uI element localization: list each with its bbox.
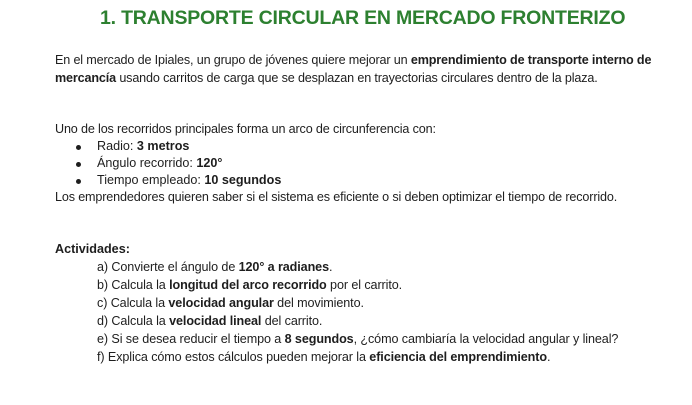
bullet-icon	[76, 145, 81, 150]
activity-text: b) Calcula la	[97, 278, 170, 292]
activity-bold: 8 segundos	[284, 332, 354, 346]
activity-item-c	[97, 294, 657, 312]
activity-text: f) Explica cómo estos cálculos pueden mejorar la	[97, 350, 370, 364]
activity-text: , ¿cómo cambiaría la velocidad angular y lineal?	[353, 332, 619, 346]
list-item	[55, 172, 281, 189]
page-title: 1. TRANSPORTE CIRCULAR EN MERCADO FRONTERIZO	[100, 7, 626, 29]
radius-label: Radio:	[97, 139, 137, 153]
radius-value: 3 metros	[136, 139, 190, 153]
activities-heading: Actividades:	[55, 242, 130, 256]
intro-text-2: usando carritos de carga que se desplazan en trayectorias circulares dentro de la plaza.	[115, 71, 598, 85]
activity-text: .	[546, 350, 551, 364]
bullet-icon	[76, 162, 81, 167]
activity-item-a	[97, 258, 657, 276]
activity-bold: 120° a radianes	[238, 260, 329, 274]
activity-text: del carrito.	[261, 314, 323, 328]
activity-text: e) Si se desea reducir el tiempo a	[97, 332, 285, 346]
activity-bold: velocidad lineal	[169, 314, 262, 328]
question-paragraph: Los emprendedores quieren saber si el sistema es eficiente o si deben optimizar el tiempo de recorrido.	[55, 190, 618, 204]
activity-bold: eficiencia del emprendimiento	[369, 350, 547, 364]
arc-intro: Uno de los recorridos principales forma un arco de circunferencia con:	[55, 122, 436, 136]
activity-item-d	[97, 312, 657, 330]
activity-item-e	[97, 330, 657, 348]
activity-bold: velocidad angular	[168, 296, 274, 310]
time-label: Tiempo empleado:	[97, 173, 205, 187]
activity-text: .	[328, 260, 333, 274]
activity-text: c) Calcula la	[97, 296, 169, 310]
arc-parameters-list	[55, 138, 281, 189]
intro-text-1: En el mercado de Ipiales, un grupo de jóvenes quiere mejorar un	[55, 53, 411, 67]
activity-item-f	[97, 348, 657, 366]
intro-bold: emprendimiento de transporte interno de mercancía	[55, 53, 652, 85]
list-item	[55, 138, 281, 155]
list-item	[55, 155, 281, 172]
angle-value: 120°	[196, 156, 223, 170]
intro-paragraph	[55, 51, 655, 87]
bullet-icon	[76, 179, 81, 184]
activity-text: d) Calcula la	[97, 314, 170, 328]
activity-text: del movimiento.	[273, 296, 364, 310]
activity-bold: longitud del arco recorrido	[169, 278, 327, 292]
activity-text: a) Convierte el ángulo de	[97, 260, 239, 274]
time-value: 10 segundos	[204, 173, 282, 187]
activity-item-b	[97, 276, 657, 294]
activities-list	[97, 258, 657, 366]
activity-text: por el carrito.	[326, 278, 403, 292]
angle-label: Ángulo recorrido:	[97, 156, 197, 170]
